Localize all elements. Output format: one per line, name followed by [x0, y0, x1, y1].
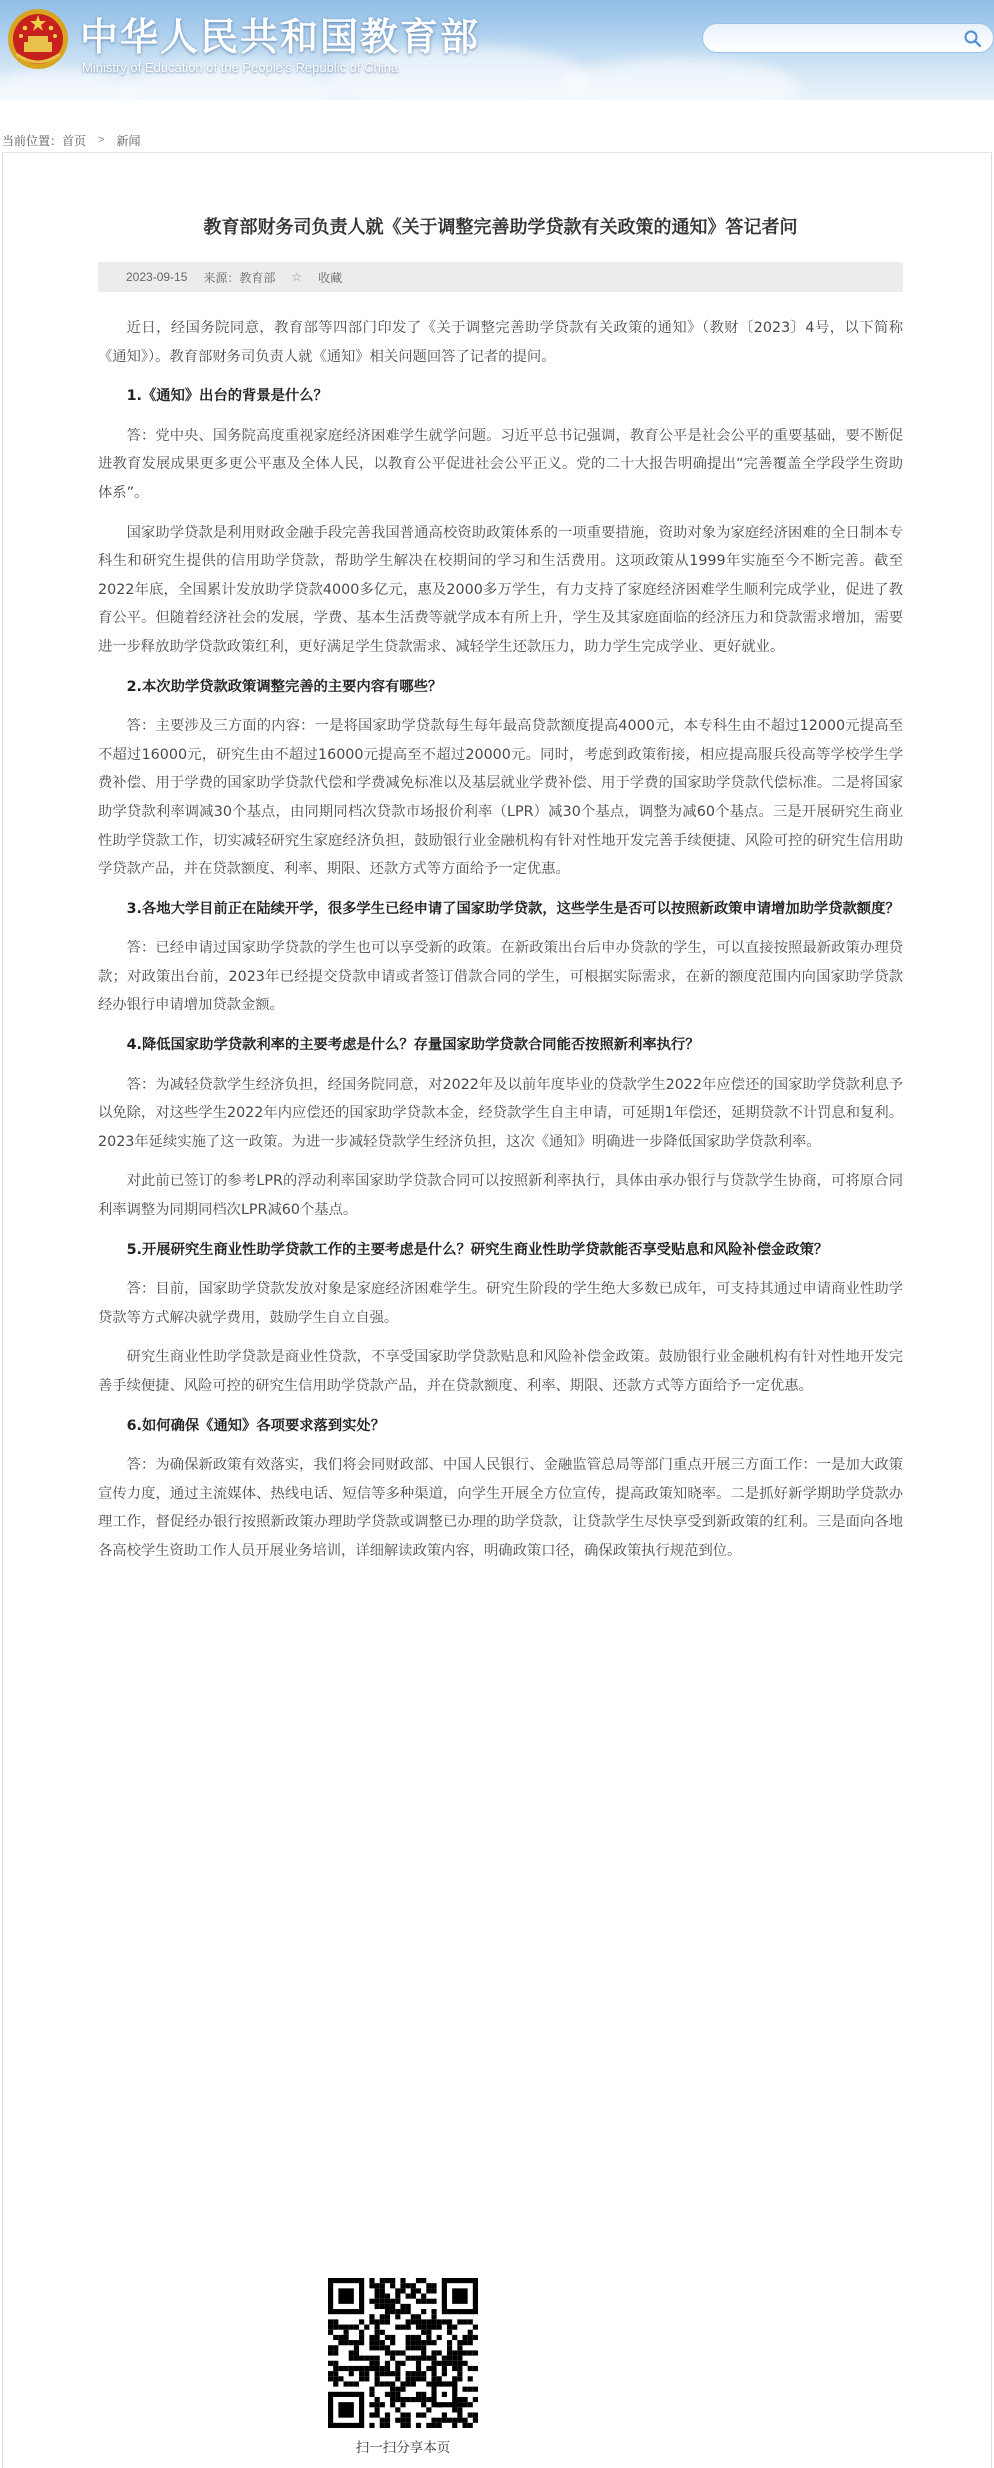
- article-source: 来源：教育部: [203, 270, 276, 285]
- question-heading: 6.如何确保《通知》各项要求落到实处？: [126, 1417, 386, 1434]
- question-heading: 5.开展研究生商业性助学贷款工作的主要考虑是什么？研究生商业性助学贷款能否享受贴息和风险补偿金政策？: [126, 1241, 829, 1258]
- article-paragraph: 对此前已签订的参考LPR的浮动利率国家助学贷款合同可以按照新利率执行，具体由承办银行与贷款学生协商，可将原合同利率调整为同期同档次LPR减60个基点。: [98, 1173, 903, 1219]
- qr-code-icon[interactable]: [328, 2278, 478, 2428]
- article: [98, 153, 903, 1566]
- question-heading: 1.《通知》出台的背景是什么？: [126, 388, 328, 405]
- breadcrumb: [0, 128, 994, 152]
- article-paragraph: 答：党中央、国务院高度重视家庭经济困难学生就学问题。习近平总书记强调，教育公平是社会公平的重要基础，要不断促进教育发展成果更多更公平惠及全体人民，以教育公平促进社会公平正义。党的二十大报告明确提出“完善覆盖全学段学生资助体系”。: [98, 427, 903, 501]
- favorite-button[interactable]: [291, 269, 358, 286]
- search-icon[interactable]: [963, 29, 983, 49]
- article-paragraph: 国家助学贷款是利用财政金融手段完善我国普通高校资助政策体系的一项重要措施，资助对象为家庭经济困难的全日制本专科生和研究生提供的信用助学贷款，帮助学生解决在校期间的学习和生活费用。这项政策从1999年实施至今不断完善。截至2022年底，全国累计发放助学贷款4000多亿元，惠及2000多万学生，有力支持了家庭经济困难学生顺利完成学业，促进了教育公平。但随着经济社会的发展，学费、基本生活费等就学成本有所上升，学生及其家庭面临的经济压力和贷款需求增加，需要进一步释放助学贷款政策红利，更好满足学生贷款需求、减轻学生还款压力，助力学生完成学业、更好就业。: [98, 524, 903, 655]
- article-paragraph: 答：为减轻贷款学生经济负担，经国务院同意，对2022年及以前年度毕业的贷款学生2022年应偿还的国家助学贷款利息予以免除，对这些学生2022年内应偿还的国家助学贷款本金，经贷款学生自主申请，可延期1年偿还，延期贷款不计罚息和复利。2023年延续实施了这一政策。为进一步减轻贷款学生经济负担，这次《通知》明确进一步降低国家助学贷款利率。: [98, 1076, 903, 1150]
- article-paragraph: 答：主要涉及三方面的内容：一是将国家助学贷款每生每年最高贷款额度提高4000元，本专科生由不超过12000元提高至不超过16000元，研究生由不超过16000元提高至不超过20000元。同时，考虑到政策衔接，相应提高服兵役高等学校学生学费补偿、用于学费的国家助学贷款代偿和学费减免标准以及基层就业学费补偿、用于学费的国家助学贷款代偿标准。二是将国家助学贷款利率调减30个基点，由同期同档次贷款市场报价利率（LPR）减30个基点，调整为减60个基点。三是开展研究生商业性助学贷款工作，切实减轻研究生家庭经济负担，鼓励银行业金融机构有针对性地开发完善手续便捷、风险可控的研究生信用助学贷款产品，并在贷款额度、利率、期限、还款方式等方面给予一定优惠。: [98, 718, 903, 878]
- article-paragraph: 答：目前，国家助学贷款发放对象是家庭经济困难学生。研究生阶段的学生绝大多数已成年，可支持其通过申请商业性助学贷款等方式解决就学费用，鼓励学生自立自强。: [98, 1281, 903, 1326]
- qr-share: [328, 2278, 478, 2456]
- article-title: 教育部财务司负责人就《关于调整完善助学贷款有关政策的通知》答记者问: [203, 217, 798, 238]
- qr-caption: 扫一扫分享本页: [355, 2440, 451, 2456]
- search-box: [702, 23, 994, 53]
- search-input[interactable]: [717, 28, 947, 48]
- article-meta-bar: [98, 262, 903, 292]
- star-icon: ☆: [291, 270, 303, 284]
- breadcrumb-home-link[interactable]: 首页: [62, 133, 87, 148]
- article-paragraph: 研究生商业性助学贷款是商业性贷款，不享受国家助学贷款贴息和风险补偿金政策。鼓励银行业金融机构有针对性地开发完善手续便捷、风险可控的研究生信用助学贷款产品，并在贷款额度、利率、期限、还款方式等方面给予一定优惠。: [98, 1349, 903, 1394]
- breadcrumb-prefix: 当前位置：: [2, 133, 63, 148]
- site-title[interactable]: 中华人民共和国教育部: [80, 15, 481, 59]
- breadcrumb-news-link[interactable]: 新闻: [116, 133, 141, 148]
- site-subtitle: Ministry of Education of the People's Republic of China: [82, 60, 399, 75]
- article-body: [98, 314, 903, 1566]
- article-date: 2023-09-15: [126, 270, 188, 284]
- article-paragraph: 近日，经国务院同意，教育部等四部门印发了《关于调整完善助学贷款有关政策的通知》（教财〔2023〕4号，以下简称《通知》）。教育部财务司负责人就《通知》相关问题回答了记者的提问。: [98, 320, 903, 365]
- chevron-right-icon: >: [98, 134, 105, 146]
- question-heading: 4.降低国家助学贷款利率的主要考虑是什么？存量国家助学贷款合同能否按照新利率执行？: [126, 1037, 700, 1054]
- question-heading: 2.本次助学贷款政策调整完善的主要内容有哪些？: [126, 678, 443, 695]
- national-emblem-icon[interactable]: [6, 6, 70, 72]
- content-area: [2, 152, 992, 2468]
- article-paragraph: 答：已经申请过国家助学贷款的学生也可以享受新的政策。在新政策出台后申办贷款的学生，可以直接按照最新政策办理贷款；对政策出台前，2023年已经提交贷款申请或者签订借款合同的学生，可根据实际需求，在新的额度范围内向国家助学贷款经办银行申请增加贷款金额。: [98, 940, 903, 1014]
- article-paragraph: 答：为确保新政策有效落实，我们将会同财政部、中国人民银行、金融监管总局等部门重点开展三方面工作：一是加大政策宣传力度，通过主流媒体、热线电话、短信等多种渠道，向学生开展全方位宣传，提高政策知晓率。二是抓好新学期助学贷款办理工作，督促经办银行按照新政策办理助学贷款或调整已办理的助学贷款，让贷款学生尽快享受到新政策的红利。三是面向各地各高校学生资助工作人员开展业务培训，详细解读政策内容，明确政策口径，确保政策执行规范到位。: [98, 1457, 903, 1559]
- favorite-label: 收藏: [318, 270, 343, 285]
- site-header: [0, 0, 994, 100]
- header-cloud: [560, 58, 800, 100]
- question-heading: 3.各地大学目前正在陆续开学，很多学生已经申请了国家助学贷款，这些学生是否可以按照新政策申请增加助学贷款额度？: [126, 900, 900, 917]
